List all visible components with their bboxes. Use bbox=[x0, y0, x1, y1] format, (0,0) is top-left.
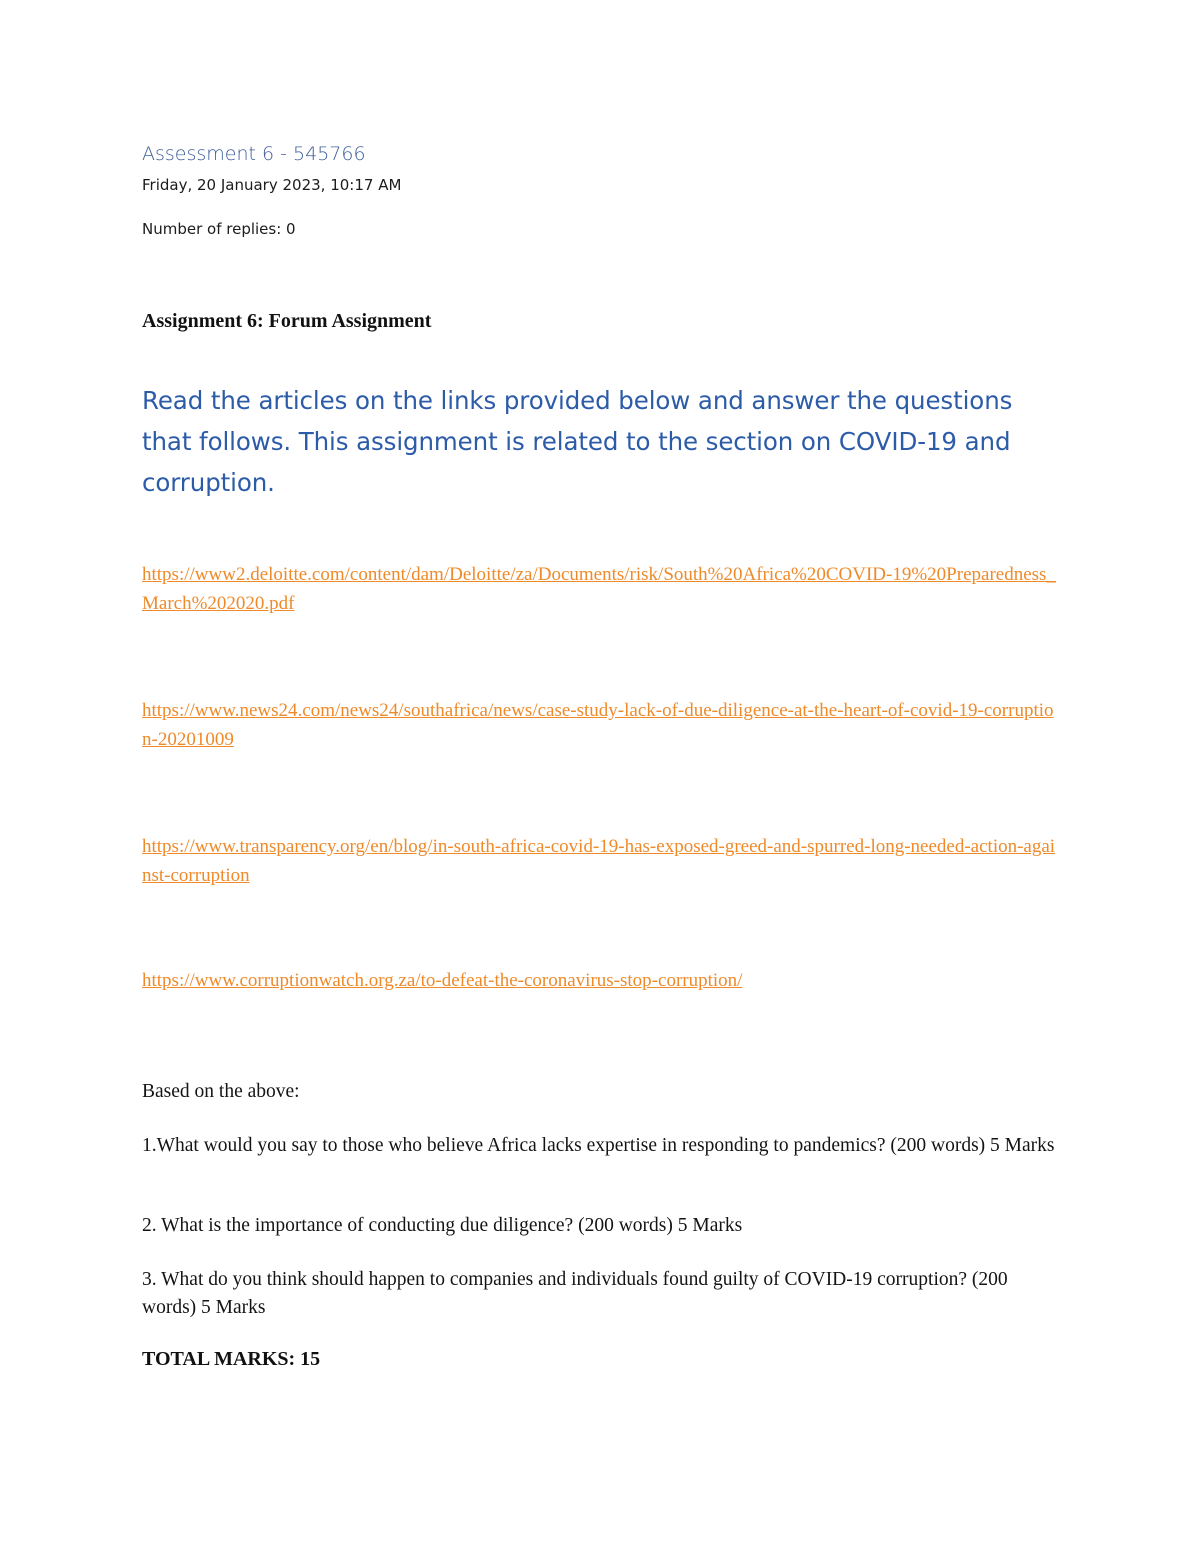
assignment-heading: Assignment 6: Forum Assignment bbox=[142, 310, 432, 332]
question-1: 1.What would you say to those who believe Africa lacks expertise in responding to pandemics? (200 words) 5 Marks bbox=[142, 1135, 1055, 1156]
article-link-corruptionwatch[interactable]: https://www.corruptionwatch.org.za/to-defeat-the-coronavirus-stop-corruption/ bbox=[142, 970, 743, 991]
article-link-news24[interactable]: https://www.news24.com/news24/southafrica/news/case-study-lack-of-due-diligence-at-the-heart-of-covid-19-corruption-20201009 bbox=[142, 700, 1054, 750]
post-date: Friday, 20 January 2023, 10:17 AM bbox=[142, 176, 402, 194]
question-2: 2. What is the importance of conducting due diligence? (200 words) 5 Marks bbox=[142, 1215, 743, 1236]
article-link-deloitte[interactable]: https://www2.deloitte.com/content/dam/Deloitte/za/Documents/risk/South%20Africa%20COVID-19%20Preparedness_March%202020.pdf bbox=[142, 564, 1056, 614]
article-link-transparency[interactable]: https://www.transparency.org/en/blog/in-south-africa-covid-19-has-exposed-greed-and-spurred-long-needed-action-against-corruption bbox=[142, 836, 1056, 886]
based-on-label: Based on the above: bbox=[142, 1081, 300, 1102]
post-title[interactable]: Assessment 6 - 545766 bbox=[142, 143, 366, 165]
reply-count: Number of replies: 0 bbox=[142, 220, 296, 238]
total-marks: TOTAL MARKS: 15 bbox=[142, 1348, 321, 1370]
assignment-intro: Read the articles on the links provided below and answer the questions that follows. This assignment is related to the section on COVID-19 and corruption. bbox=[142, 386, 1013, 497]
question-3: 3. What do you think should happen to companies and individuals found guilty of COVID-19 corruption? (200 words) 5 Marks bbox=[142, 1269, 1008, 1318]
